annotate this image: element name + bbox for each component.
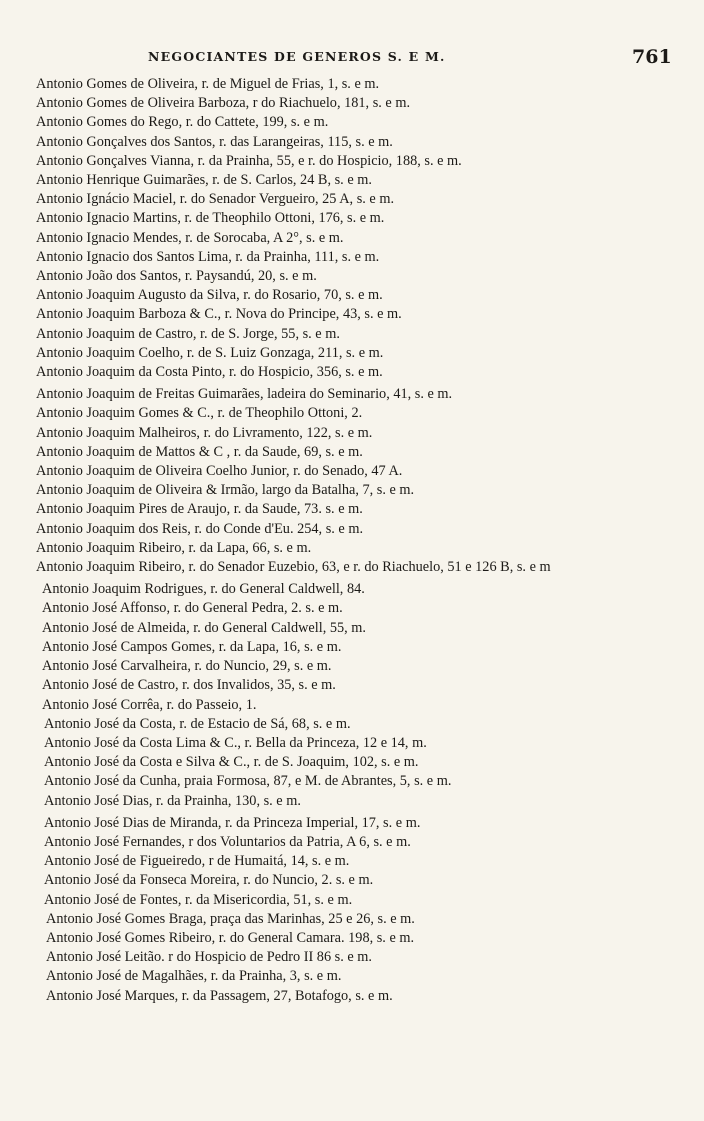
directory-entry: Antonio José Dias, r. da Prainha, 130, s. e m. (44, 792, 301, 809)
directory-entry: Antonio Gonçalves Vianna, r. da Prainha, 55, e r. do Hospicio, 188, s. e m. (36, 152, 462, 169)
directory-entry: Antonio Gomes de Oliveira Barboza, r do Riachuelo, 181, s. e m. (36, 95, 411, 112)
directory-entry: Antonio José Fernandes, r dos Voluntarios da Patria, A 6, s. e m. (44, 833, 411, 850)
page-header (0, 46, 704, 74)
directory-entry: Antonio Henrique Guimarães, r. de S. Carlos, 24 B, s. e m. (36, 172, 372, 189)
directory-entry: Antonio José Affonso, r. do General Pedra, 2. s. e m. (42, 600, 343, 617)
directory-entry: Antonio José da Costa, r. de Estacio de Sá, 68, s. e m. (44, 715, 351, 732)
directory-entry: Antonio Joaquim Augusto da Silva, r. do Rosario, 70, s. e m. (36, 287, 383, 304)
directory-entry: Antonio Joaquim de Castro, r. de S. Jorge, 55, s. e m. (36, 325, 340, 342)
directory-entry: Antonio Gonçalves dos Santos, r. das Larangeiras, 115, s. e m. (36, 133, 393, 150)
directory-entry: Antonio Joaquim Barboza & C., r. Nova do Principe, 43, s. e m. (36, 306, 402, 323)
directory-entry: Antonio José de Almeida, r. do General Caldwell, 55, m. (42, 619, 367, 636)
directory-entry: Antonio Ignácio Maciel, r. do Senador Vergueiro, 25 A, s. e m. (36, 191, 395, 208)
directory-entry: Antonio Joaquim de Oliveira & Irmão, largo da Batalha, 7, s. e m. (36, 482, 415, 499)
directory-entry: Antonio Joaquim de Mattos & C , r. da Saude, 69, s. e m. (36, 443, 363, 460)
directory-entry: Antonio Gomes do Rego, r. do Cattete, 199, s. e m. (36, 114, 329, 131)
directory-entry: Antonio José Gomes Braga, praça das Marinhas, 25 e 26, s. e m. (46, 910, 415, 927)
directory-entry: Antonio Joaquim Pires de Araujo, r. da Saude, 73. s. e m. (36, 501, 363, 518)
directory-entry: Antonio José Campos Gomes, r. da Lapa, 16, s. e m. (42, 638, 342, 655)
directory-entry: Antonio Joaquim Ribeiro, r. do Senador Euzebio, 63, e r. do Riachuelo, 51 e 126 B, s. e m (36, 559, 551, 576)
directory-entries (36, 75, 696, 1006)
directory-entry: Antonio Joaquim da Costa Pinto, r. do Hospicio, 356, s. e m. (36, 364, 383, 381)
directory-entry: Antonio Joaquim de Oliveira Coelho Junior, r. do Senado, 47 A. (36, 463, 403, 480)
directory-entry: Antonio João dos Santos, r. Paysandú, 20, s. e m. (36, 268, 317, 285)
directory-entry: Antonio José Corrêa, r. do Passeio, 1. (42, 696, 257, 713)
directory-entry: Antonio Ignacio Mendes, r. de Sorocaba, A 2°, s. e m. (36, 229, 344, 246)
directory-entry: Antonio Ignacio dos Santos Lima, r. da Prainha, 111, s. e m. (36, 248, 380, 265)
directory-entry: Antonio José Leitão. r do Hospicio de Pedro II 86 s. e m. (46, 949, 372, 966)
directory-entry: Antonio José de Castro, r. dos Invalidos, 35, s. e m. (42, 677, 336, 694)
directory-entry: Antonio José de Magalhães, r. da Prainha, 3, s. e m. (46, 968, 342, 985)
page-number: 761 (632, 46, 672, 68)
directory-entry: Antonio Gomes de Oliveira, r. de Miguel de Frias, 1, s. e m. (36, 76, 380, 92)
directory-entry: Antonio José da Fonseca Moreira, r. do Nuncio, 2. s. e m. (44, 872, 374, 889)
directory-entry: Antonio José de Figueiredo, r de Humaitá, 14, s. e m. (44, 853, 350, 870)
directory-entry: Antonio Joaquim Gomes & C., r. de Theophilo Ottoni, 2. (36, 405, 363, 422)
directory-entry: Antonio José da Costa Lima & C., r. Bella da Princeza, 12 e 14, m. (44, 734, 427, 751)
directory-entry: Antonio Joaquim Coelho, r. de S. Luiz Gonzaga, 211, s. e m. (36, 344, 384, 361)
directory-entry: Antonio José Marques, r. da Passagem, 27, Botafogo, s. e m. (46, 987, 393, 1004)
directory-entry: Antonio Joaquim Malheiros, r. do Livramento, 122, s. e m. (36, 424, 373, 441)
running-title: NEGOCIANTES DE GENEROS S. E M. (148, 49, 446, 64)
directory-entry: Antonio Ignacio Martins, r. de Theophilo Ottoni, 176, s. e m. (36, 210, 385, 227)
directory-entry: Antonio Joaquim dos Reis, r. do Conde d'Eu. 254, s. e m. (36, 520, 364, 537)
directory-entry: Antonio José Dias de Miranda, r. da Princeza Imperial, 17, s. e m. (44, 814, 421, 831)
directory-entry: Antonio José da Costa e Silva & C., r. de S. Joaquim, 102, s. e m. (44, 754, 419, 771)
directory-entry: Antonio Joaquim de Freitas Guimarães, ladeira do Seminario, 41, s. e m. (36, 386, 453, 403)
directory-entry: Antonio José Carvalheira, r. do Nuncio, 29, s. e m. (42, 658, 332, 675)
directory-entry: Antonio José de Fontes, r. da Misericordia, 51, s. e m. (44, 891, 353, 908)
directory-entry: Antonio Joaquim Rodrigues, r. do General Caldwell, 84. (42, 581, 365, 598)
directory-entry: Antonio José da Cunha, praia Formosa, 87, e M. de Abrantes, 5, s. e m. (44, 773, 452, 790)
directory-entry: Antonio José Gomes Ribeiro, r. do General Camara. 198, s. e m. (46, 929, 415, 946)
directory-entry: Antonio Joaquim Ribeiro, r. da Lapa, 66, s. e m. (36, 539, 312, 556)
